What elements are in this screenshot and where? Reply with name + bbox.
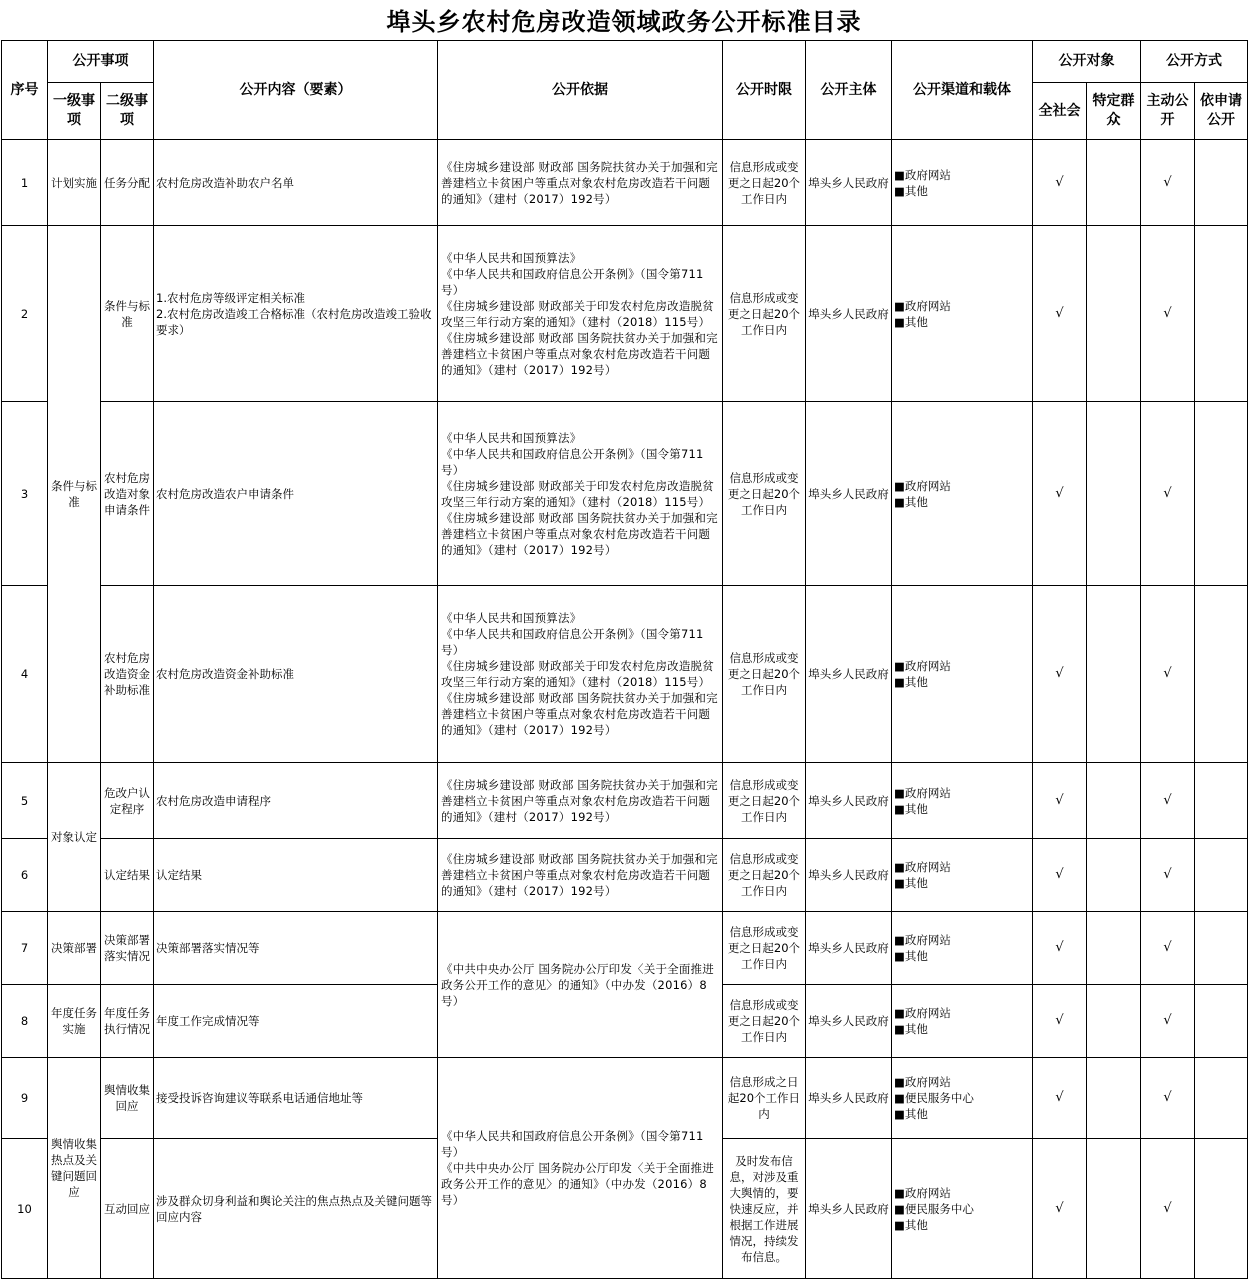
row-seq: 6 xyxy=(2,839,48,912)
cell-line: 《中华人民共和国政府信息公开条例》（国令第711号） xyxy=(441,266,704,297)
row-seq: 4 xyxy=(2,586,48,763)
content-cell xyxy=(154,140,438,226)
cell-line: 2.农村危房改造竣工合格标准（农村危房改造竣工验收要求） xyxy=(156,306,432,337)
level1-cell: 舆情收集热点及关键问题回应 xyxy=(48,1058,101,1279)
level2-cell: 危改户认定程序 xyxy=(101,763,154,839)
table-row xyxy=(2,226,1248,402)
time-cell: 及时发布信息，对涉及重大舆情的，要快速反应，并根据工作进展情况，持续发布信息。 xyxy=(723,1139,806,1279)
check-request xyxy=(1195,586,1248,763)
check-specific xyxy=(1087,586,1141,763)
content-cell xyxy=(154,763,438,839)
subject-cell: 埠头乡人民政府 xyxy=(806,985,892,1058)
cell-line: 农村危房改造资金补助标准 xyxy=(156,667,294,681)
basis-cell xyxy=(438,839,723,912)
check-active: √ xyxy=(1141,140,1195,226)
check-specific xyxy=(1087,763,1141,839)
check-all: √ xyxy=(1033,839,1087,912)
cell-line: 《中华人民共和国预算法》 xyxy=(441,611,582,625)
subject-cell: 埠头乡人民政府 xyxy=(806,402,892,586)
check-request xyxy=(1195,402,1248,586)
cell-line: ■政府网站 xyxy=(894,1006,951,1020)
cell-line: ■政府网站 xyxy=(894,659,951,673)
content-cell xyxy=(154,1139,438,1279)
basis-cell xyxy=(438,912,723,1058)
header-mode-request: 依申请公开 xyxy=(1195,83,1248,140)
channel-cell xyxy=(892,763,1033,839)
time-cell: 信息形成或变更之日起20个工作日内 xyxy=(723,226,806,402)
check-specific xyxy=(1087,1058,1141,1139)
cell-line: 农村危房改造农户申请条件 xyxy=(156,486,294,501)
cell-line: 认定结果 xyxy=(156,868,202,882)
channel-cell xyxy=(892,402,1033,586)
level2-cell: 互动回应 xyxy=(101,1139,154,1279)
time-cell: 信息形成或变更之日起20个工作日内 xyxy=(723,140,806,226)
cell-line: ■其他 xyxy=(894,1217,928,1232)
check-specific xyxy=(1087,226,1141,402)
cell-line: ■其他 xyxy=(894,801,928,816)
cell-line: 《中共中央办公厅 国务院办公厅印发〈关于全面推进政务公开工作的意见〉的通知》（中办发（2016）8号） xyxy=(441,961,714,1008)
channel-cell xyxy=(892,226,1033,402)
header-mode-active: 主动公开 xyxy=(1141,83,1195,140)
cell-line: 农村危房改造补助农户名单 xyxy=(156,175,294,190)
cell-line: 接受投诉咨询建议等联系电话通信地址等 xyxy=(156,1091,363,1105)
cell-line: ■其他 xyxy=(894,949,928,963)
cell-line: ■政府网站 xyxy=(894,1185,951,1200)
header-level2: 二级事项 xyxy=(101,83,154,140)
content-cell xyxy=(154,839,438,912)
check-active: √ xyxy=(1141,912,1195,985)
channel-cell xyxy=(892,839,1033,912)
cell-line: ■其他 xyxy=(894,314,928,329)
time-cell: 信息形成或变更之日起20个工作日内 xyxy=(723,985,806,1058)
time-cell: 信息形成或变更之日起20个工作日内 xyxy=(723,839,806,912)
subject-cell: 埠头乡人民政府 xyxy=(806,226,892,402)
channel-cell xyxy=(892,140,1033,226)
cell-line: ■政府网站 xyxy=(894,860,951,874)
cell-line: 年度工作完成情况等 xyxy=(156,1014,260,1028)
content-cell xyxy=(154,402,438,586)
cell-line: ■政府网站 xyxy=(894,298,951,313)
time-cell: 信息形成或变更之日起20个工作日内 xyxy=(723,402,806,586)
basis-cell xyxy=(438,402,723,586)
content-cell xyxy=(154,586,438,763)
check-active: √ xyxy=(1141,226,1195,402)
row-seq: 1 xyxy=(2,140,48,226)
row-seq: 7 xyxy=(2,912,48,985)
table-row xyxy=(2,140,1248,226)
time-cell: 信息形成之日起20个工作日内 xyxy=(723,1058,806,1139)
check-specific xyxy=(1087,985,1141,1058)
check-specific xyxy=(1087,402,1141,586)
cell-line: ■其他 xyxy=(894,1107,928,1121)
check-request xyxy=(1195,226,1248,402)
check-all: √ xyxy=(1033,1139,1087,1279)
check-all: √ xyxy=(1033,226,1087,402)
basis-cell xyxy=(438,763,723,839)
table-row xyxy=(2,402,1248,586)
check-request xyxy=(1195,985,1248,1058)
check-active: √ xyxy=(1141,1139,1195,1279)
cell-line: 《中华人民共和国预算法》 xyxy=(441,250,582,265)
check-specific xyxy=(1087,912,1141,985)
subject-cell: 埠头乡人民政府 xyxy=(806,763,892,839)
cell-line: 《中华人民共和国政府信息公开条例》（国令第711号） xyxy=(441,1129,704,1159)
check-all: √ xyxy=(1033,402,1087,586)
level2-cell: 任务分配 xyxy=(101,140,154,226)
header-time: 公开时限 xyxy=(723,41,806,140)
content-cell xyxy=(154,226,438,402)
level2-cell: 农村危房改造对象申请条件 xyxy=(101,402,154,586)
check-active: √ xyxy=(1141,586,1195,763)
check-specific xyxy=(1087,839,1141,912)
check-all: √ xyxy=(1033,912,1087,985)
cell-line: 涉及群众切身利益和舆论关注的焦点热点及关键问题等回应内容 xyxy=(156,1193,432,1224)
header-target-specific: 特定群众 xyxy=(1087,83,1141,140)
channel-cell xyxy=(892,586,1033,763)
cell-line: 《住房城乡建设部 财政部关于印发农村危房改造脱贫攻坚三年行动方案的通知》（建村（2018）115号） xyxy=(441,298,714,329)
subject-cell: 埠头乡人民政府 xyxy=(806,1139,892,1279)
cell-line: 《住房城乡建设部 财政部关于印发农村危房改造脱贫攻坚三年行动方案的通知》（建村（2018）115号） xyxy=(441,478,714,509)
check-active: √ xyxy=(1141,1058,1195,1139)
check-all: √ xyxy=(1033,140,1087,226)
header-channel: 公开渠道和载体 xyxy=(892,41,1033,140)
level1-cell: 计划实施 xyxy=(48,140,101,226)
table-row xyxy=(2,586,1248,763)
level2-cell: 条件与标准 xyxy=(101,226,154,402)
table-row xyxy=(2,839,1248,912)
cell-line: ■其他 xyxy=(894,183,928,198)
check-specific xyxy=(1087,140,1141,226)
basis-cell xyxy=(438,226,723,402)
check-request xyxy=(1195,1058,1248,1139)
table-row xyxy=(2,1058,1248,1139)
level1-cell: 年度任务实施 xyxy=(48,985,101,1058)
cell-line: ■政府网站 xyxy=(894,1075,951,1089)
check-all: √ xyxy=(1033,985,1087,1058)
header-subject: 公开主体 xyxy=(806,41,892,140)
cell-line: ■政府网站 xyxy=(894,933,951,947)
level1-cell: 对象认定 xyxy=(48,763,101,912)
check-request xyxy=(1195,140,1248,226)
row-seq: 8 xyxy=(2,985,48,1058)
subject-cell: 埠头乡人民政府 xyxy=(806,839,892,912)
cell-line: 决策部署落实情况等 xyxy=(156,941,260,955)
header-mode: 公开方式 xyxy=(1141,41,1248,83)
row-seq: 10 xyxy=(2,1139,48,1279)
subject-cell: 埠头乡人民政府 xyxy=(806,1058,892,1139)
check-request xyxy=(1195,839,1248,912)
cell-line: 《住房城乡建设部 财政部 国务院扶贫办关于加强和完善建档立卡贫困户等重点对象农村危房改造若干问题的通知》（建村（2017）192号） xyxy=(441,691,718,737)
cell-line: 《住房城乡建设部 财政部 国务院扶贫办关于加强和完善建档立卡贫困户等重点对象农村危房改造若干问题的通知》（建村（2017）192号） xyxy=(441,777,718,824)
cell-line: 《住房城乡建设部 财政部 国务院扶贫办关于加强和完善建档立卡贫困户等重点对象农村危房改造若干问题的通知》（建村（2017）192号） xyxy=(441,330,718,377)
check-all: √ xyxy=(1033,586,1087,763)
header-target: 公开对象 xyxy=(1033,41,1141,83)
check-request xyxy=(1195,763,1248,839)
header-basis: 公开依据 xyxy=(438,41,723,140)
row-seq: 2 xyxy=(2,226,48,402)
level1-cell: 决策部署 xyxy=(48,912,101,985)
cell-line: 《住房城乡建设部 财政部 国务院扶贫办关于加强和完善建档立卡贫困户等重点对象农村危房改造若干问题的通知》（建村（2017）192号） xyxy=(441,852,718,898)
cell-line: 《中华人民共和国预算法》 xyxy=(441,430,582,445)
check-active: √ xyxy=(1141,839,1195,912)
check-active: √ xyxy=(1141,763,1195,839)
time-cell: 信息形成或变更之日起20个工作日内 xyxy=(723,912,806,985)
cell-line: ■便民服务中心 xyxy=(894,1201,974,1216)
content-cell xyxy=(154,985,438,1058)
cell-line: 《中共中央办公厅 国务院办公厅印发〈关于全面推进政务公开工作的意见〉的通知》（中办发（2016）8号） xyxy=(441,1161,714,1207)
content-cell xyxy=(154,1058,438,1139)
cell-line: 《中华人民共和国政府信息公开条例》（国令第711号） xyxy=(441,446,704,477)
page-title: 埠头乡农村危房改造领域政务公开标准目录 xyxy=(386,7,862,36)
channel-cell xyxy=(892,1139,1033,1279)
basis-cell xyxy=(438,1058,723,1279)
check-request xyxy=(1195,912,1248,985)
cell-line: ■政府网站 xyxy=(894,478,951,493)
header-content: 公开内容（要素） xyxy=(154,41,438,140)
header-seq: 序号 xyxy=(2,41,48,140)
header-target-all: 全社会 xyxy=(1033,83,1087,140)
time-cell: 信息形成或变更之日起20个工作日内 xyxy=(723,763,806,839)
basis-cell xyxy=(438,586,723,763)
row-seq: 5 xyxy=(2,763,48,839)
channel-cell xyxy=(892,1058,1033,1139)
cell-line: ■政府网站 xyxy=(894,167,951,182)
header-matters: 公开事项 xyxy=(48,41,154,83)
level2-cell: 认定结果 xyxy=(101,839,154,912)
cell-line: 《住房城乡建设部 财政部 国务院扶贫办关于加强和完善建档立卡贫困户等重点对象农村危房改造若干问题的通知》（建村（2017）192号） xyxy=(441,159,718,206)
cell-line: ■其他 xyxy=(894,876,928,890)
row-seq: 3 xyxy=(2,402,48,586)
subject-cell: 埠头乡人民政府 xyxy=(806,586,892,763)
channel-cell xyxy=(892,985,1033,1058)
subject-cell: 埠头乡人民政府 xyxy=(806,912,892,985)
cell-line: ■便民服务中心 xyxy=(894,1091,974,1105)
basis-cell xyxy=(438,140,723,226)
check-all: √ xyxy=(1033,763,1087,839)
cell-line: ■其他 xyxy=(894,494,928,509)
level2-cell: 年度任务执行情况 xyxy=(101,985,154,1058)
check-active: √ xyxy=(1141,402,1195,586)
check-active: √ xyxy=(1141,985,1195,1058)
cell-line: ■其他 xyxy=(894,675,928,689)
subject-cell: 埠头乡人民政府 xyxy=(806,140,892,226)
cell-line: 《住房城乡建设部 财政部 国务院扶贫办关于加强和完善建档立卡贫困户等重点对象农村危房改造若干问题的通知》（建村（2017）192号） xyxy=(441,510,718,557)
level2-cell: 舆情收集回应 xyxy=(101,1058,154,1139)
row-seq: 9 xyxy=(2,1058,48,1139)
check-all: √ xyxy=(1033,1058,1087,1139)
cell-line: 1.农村危房等级评定相关标准 xyxy=(156,290,305,305)
cell-line: 《中华人民共和国政府信息公开条例》（国令第711号） xyxy=(441,627,704,657)
disclosure-table xyxy=(1,40,1248,1279)
check-request xyxy=(1195,1139,1248,1279)
channel-cell xyxy=(892,912,1033,985)
cell-line: 农村危房改造申请程序 xyxy=(156,793,271,808)
time-cell: 信息形成或变更之日起20个工作日内 xyxy=(723,586,806,763)
cell-line: ■政府网站 xyxy=(894,785,951,800)
table-row xyxy=(2,912,1248,985)
check-specific xyxy=(1087,1139,1141,1279)
level1-cell: 条件与标准 xyxy=(48,226,101,763)
level2-cell: 决策部署落实情况 xyxy=(101,912,154,985)
header-level1: 一级事项 xyxy=(48,83,101,140)
cell-line: 《住房城乡建设部 财政部关于印发农村危房改造脱贫攻坚三年行动方案的通知》（建村（2018）115号） xyxy=(441,659,714,689)
cell-line: ■其他 xyxy=(894,1022,928,1036)
table-row xyxy=(2,763,1248,839)
level2-cell: 农村危房改造资金补助标准 xyxy=(101,586,154,763)
content-cell xyxy=(154,912,438,985)
